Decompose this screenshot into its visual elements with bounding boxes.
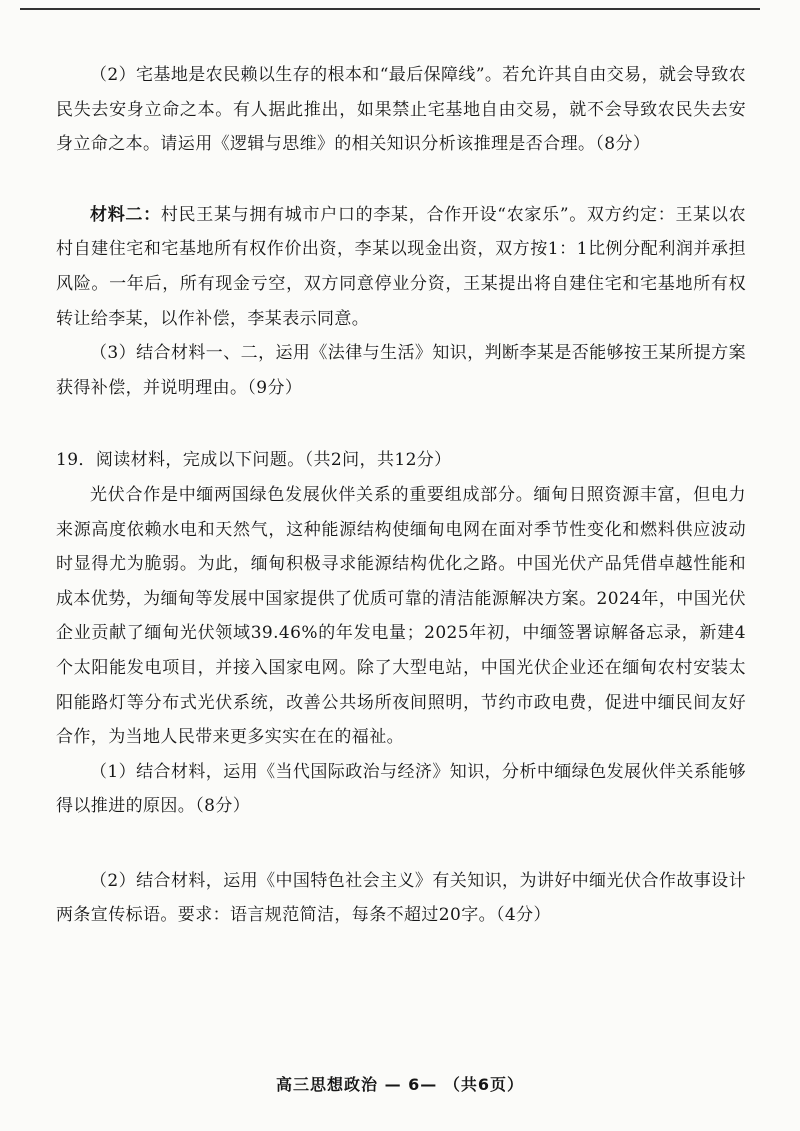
q19-part2: （2）结合材料，运用《中国特色社会主义》有关知识，为讲好中缅光伏合作故事设计两条宣传标语。要求：语言规范简洁，每条不超过20字。（4分） (56, 870, 746, 926)
q19-material: 光伏合作是中缅两国绿色发展伙伴关系的重要组成部分。缅甸日照资源丰富，但电力来源高度依赖水电和天然气，这种能源结构使缅甸电网在面对季节性变化和燃料供应波动时显得尤为脆弱。为此，缅甸积极寻求能源结构优化之路。中国光伏产品凭借卓越性能和成本优势，为缅甸等发展中国家提供了优质可靠的清洁能源解决方案。2024年，中国光伏企业贡献了缅甸光伏领域39.46%的年发电量；2025年初，中缅签署谅解备忘录，新建4个太阳能发电项目，并接入国家电网。除了大型电站，中国光伏企业还在缅甸农村安装太阳能路灯等分布式光伏系统，改善公共场所夜间照明，节约市政电费，促进中缅民间友好合作，为当地人民带来更多实实在在的福祉。 (56, 484, 746, 748)
material2-text: 村民王某与拥有城市户口的李某，合作开设“农家乐”。双方约定：王某以农村自建住宅和宅基地所有权作价出资，李某以现金出资，双方按1：1比例分配利润并承担风险。一年后，所有现金亏空，双方同意停业分资，王某提出将自建住宅和宅基地所有权转让给李某，以作补偿，李某表示同意。 (56, 204, 746, 329)
q18-part3: （3）结合材料一、二，运用《法律与生活》知识，判断李某是否能够按王某所提方案获得补偿，并说明理由。（9分） (56, 343, 746, 398)
material2-label: 材料二： (90, 204, 161, 225)
material2-paragraph (56, 198, 746, 336)
page-footer: 高三思想政治 — 6— （共6页） (276, 1075, 524, 1094)
q18-part2: （2）宅基地是农民赖以生存的根本和“最后保障线”。若允许其自由交易，就会导致农民失去安身立命之本。有人据此推出，如果禁止宅基地自由交易，就不会导致农民失去安身立命之本。请运用《逻辑与思维》的相关知识分析该推理是否合理。（8分） (56, 65, 746, 155)
q19-heading: 19．阅读材料，完成以下问题。（共2问，共12分） (56, 450, 452, 471)
q19-part1: （1）结合材料，运用《当代国际政治与经济》知识，分析中缅绿色发展伙伴关系能够得以推进的原因。（8分） (56, 761, 746, 817)
top-rule (20, 8, 760, 10)
page-content (56, 58, 746, 933)
